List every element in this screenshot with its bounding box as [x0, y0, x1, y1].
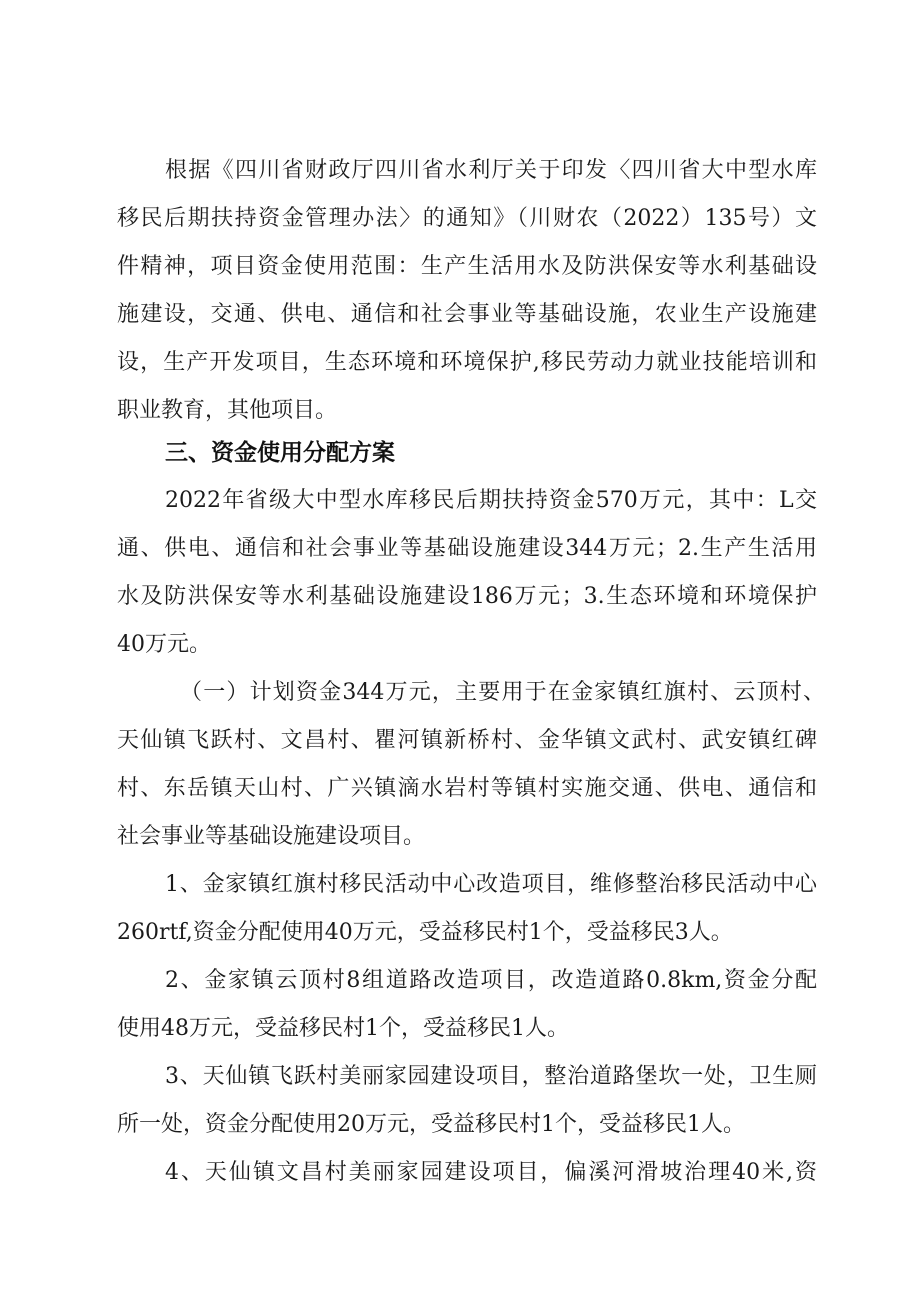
paragraph-basis-line: 件精神，项目资金使用范围：生产生活用水及防洪保安等水利基础设 — [117, 254, 817, 279]
item-2-line: 使用48万元，受益移民村1个，受益移民1人。 — [117, 1016, 569, 1041]
section-three-heading: 三、资金使用分配方案 — [165, 440, 395, 466]
paragraph-basis-line: 设，生产开发项目，生态环境和环境保护,移民劳动力就业技能培训和 — [117, 350, 817, 375]
paragraph-plan-one-line: 社会事业等基础设施建设项目。 — [117, 824, 426, 849]
item-1-line: 260rtf,资金分配使用40万元，受益移民村1个，受益移民3人。 — [117, 920, 733, 945]
item-3-line: 所一处，资金分配使用20万元，受益移民村1个，受益移民1人。 — [117, 1112, 745, 1137]
paragraph-basis-line: 根据《四川省财政厅四川省水利厅关于印发〈四川省大中型水库 — [165, 158, 817, 183]
paragraph-allocation-line: 2022年省级大中型水库移民后期扶持资金570万元，其中：L交 — [165, 488, 817, 513]
paragraph-plan-one-line: 村、东岳镇天山村、广兴镇滴水岩村等镇村实施交通、供电、通信和 — [117, 776, 817, 801]
paragraph-allocation-line: 通、供电、通信和社会事业等基础设施建设344万元；2.生产生活用 — [117, 536, 817, 561]
item-3-line: 3、天仙镇飞跃村美丽家园建设项目，整治道路堡坎一处，卫生厕 — [165, 1064, 817, 1089]
paragraph-basis-line: 施建设，交通、供电、通信和社会事业等基础设施，农业生产设施建 — [117, 302, 817, 327]
item-1-line: 1、金家镇红旗村移民活动中心改造项目，维修整治移民活动中心 — [165, 872, 817, 897]
paragraph-allocation-line: 40万元。 — [117, 632, 211, 657]
paragraph-plan-one-line: 天仙镇飞跃村、文昌村、瞿河镇新桥村、金华镇文武村、武安镇红碑 — [117, 728, 817, 753]
paragraph-plan-one-line: （一）计划资金344万元，主要用于在金家镇红旗村、云顶村、 — [180, 680, 825, 705]
item-4-line: 4、天仙镇文昌村美丽家园建设项目，偏溪河滑坡治理40米,资 — [165, 1160, 817, 1185]
item-2-line: 2、金家镇云顶村8组道路改造项目，改造道路0.8km,资金分配 — [165, 968, 817, 993]
paragraph-allocation-line: 水及防洪保安等水利基础设施建设186万元；3.生态环境和环境保护 — [117, 584, 817, 609]
paragraph-basis-line: 职业教育，其他项目。 — [117, 398, 338, 423]
paragraph-basis-line: 移民后期扶持资金管理办法〉的通知》（川财农（2022）135号）文 — [117, 206, 817, 231]
